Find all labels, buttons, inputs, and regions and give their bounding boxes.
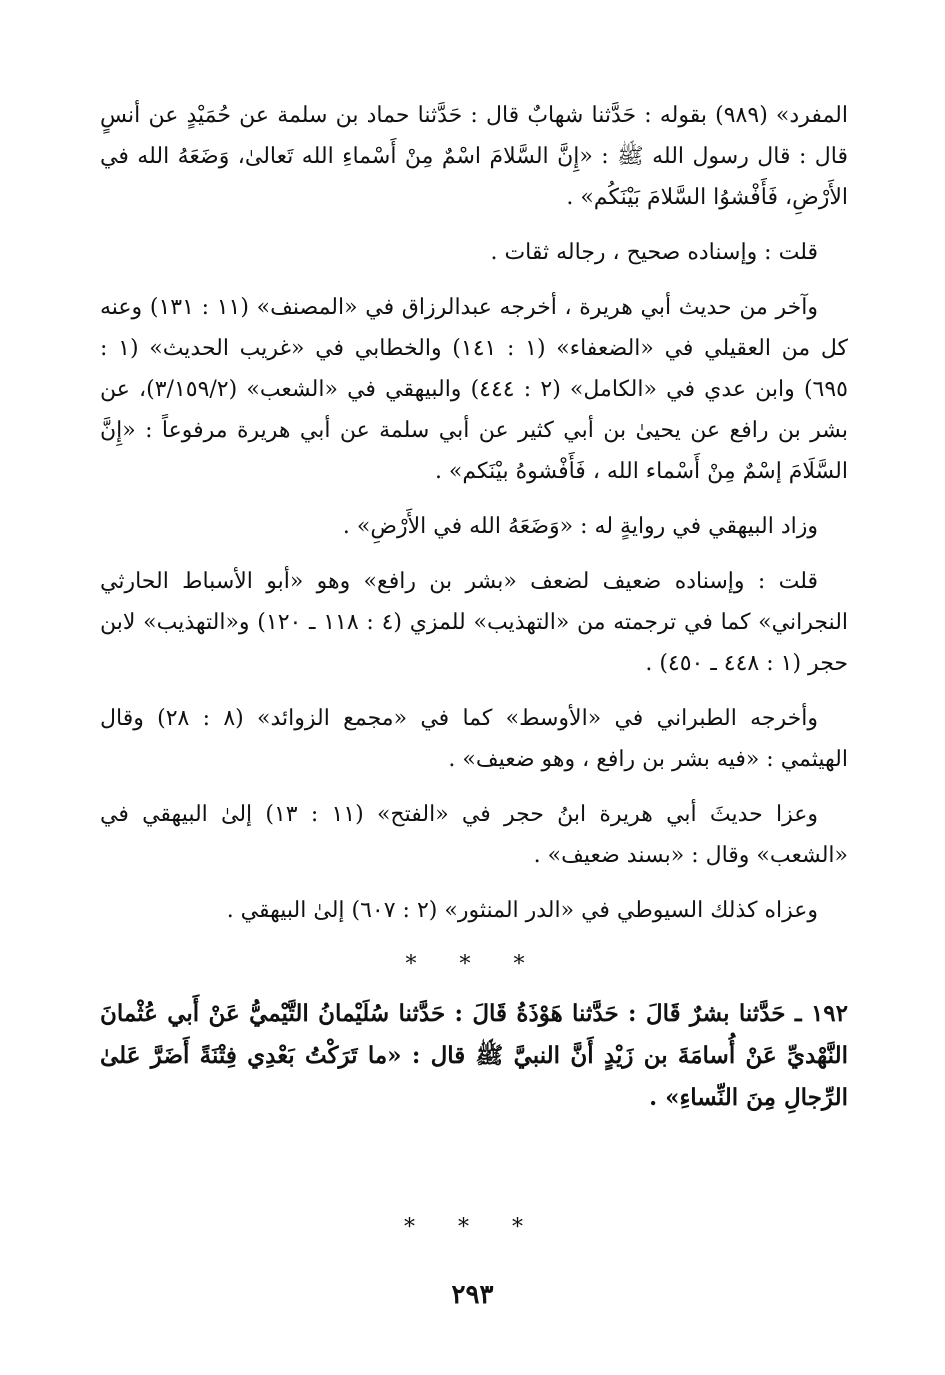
paragraph-4: وزاد البيهقي في روايةٍ له : «وَضَعَهُ الله في الأَرْضِ» .	[342, 514, 818, 539]
paragraph-3: وآخر من حديث أبي هريرة ، أخرجه عبدالرزاق في «المصنف» (١١ : ١٣١) وعنه كل من العقيلي في «الضعفاء» (١ : ١٤١) والخطابي في «غريب الحديث» (١ : ٦٩٥) وابن عدي في «الكامل» (٢ : ٤٤٤) والبيهقي في «الشعب» (٣/١٥٩/٢)، عن بشر بن رافع عن يحيىٰ بن أبي كثير عن أبي سلمة عن أبي هريرة مرفوعاً : «إِنَّ السَّلَامَ إسْمٌ مِنْ أَسْماء الله ، فَأَفْشوهُ بيْنَكم» .	[100, 295, 848, 484]
section-separator: * * *	[405, 952, 543, 977]
paragraph-6: وأخرجه الطبراني في «الأوسط» كما في «مجمع الزوائد» (٨ : ٢٨) وقال الهيثمي : «فيه بشر بن رافع ، وهو ضعيف» .	[100, 706, 848, 772]
bottom-separator: * * *	[404, 1215, 541, 1240]
paragraph-8: وعزاه كذلك السيوطي في «الدر المنثور» (٢ : ٦٠٧) إلىٰ البيهقي .	[226, 898, 818, 923]
paragraph-1: المفرد» (٩٨٩) بقوله : حَدَّثنا شهابٌ قال : حَدَّثنا حماد بن سلمة عن حُمَيْدٍ عن أنسٍ قال : قال رسول الله ﷺ : «إِنَّ السَّلامَ اسْمٌ مِنْ أَسْماءِ الله تَعالىٰ، وَضَعَهُ الله في الأَرْضِ، فَأَفْشوُا السَّلامَ بَيْنَكُم» .	[100, 103, 848, 210]
paragraph-5: قلت : وإسناده ضعيف لضعف «بشر بن رافع» وهو «أبو الأسباط الحارثي النجراني» كما في ترجمته من «التهذيب» للمزي (٤ : ١١٨ ـ ١٢٠) و«التهذيب» لابن حجر (١ : ٤٤٨ ـ ٤٥٠) .	[100, 569, 849, 676]
paragraph-2: قلت : وإسناده صحيح ، رجاله ثقات .	[490, 240, 818, 265]
hadith-text: ١٩٢ ـ حَدَّثنا بشرٌ قَالَ : حَدَّثنا هَوْذَةُ قَالَ : حَدَّثنا سُلَيْمانُ التَّيْميُّ عَنْ أَبي عُثْمانَ النَّهْديِّ عَنْ أُسامَةَ بن زَيْدٍ أَنَّ النبيَّ ﷺ قال : «ما تَرَكْتُ بَعْدِي فِتْنَةً أَضَرَّ عَلىٰ الرِّجالِ مِنَ النِّساءِ» .	[100, 1000, 848, 1111]
paragraph-7: وعزا حديثَ أبي هريرة ابنُ حجر في «الفتح» (١١ : ١٣) إلىٰ البيهقي في «الشعب» وقال : «بسند ضعيف» .	[100, 802, 848, 868]
page-body	[100, 95, 848, 1133]
page-number: ٢٩٣	[451, 1280, 494, 1310]
